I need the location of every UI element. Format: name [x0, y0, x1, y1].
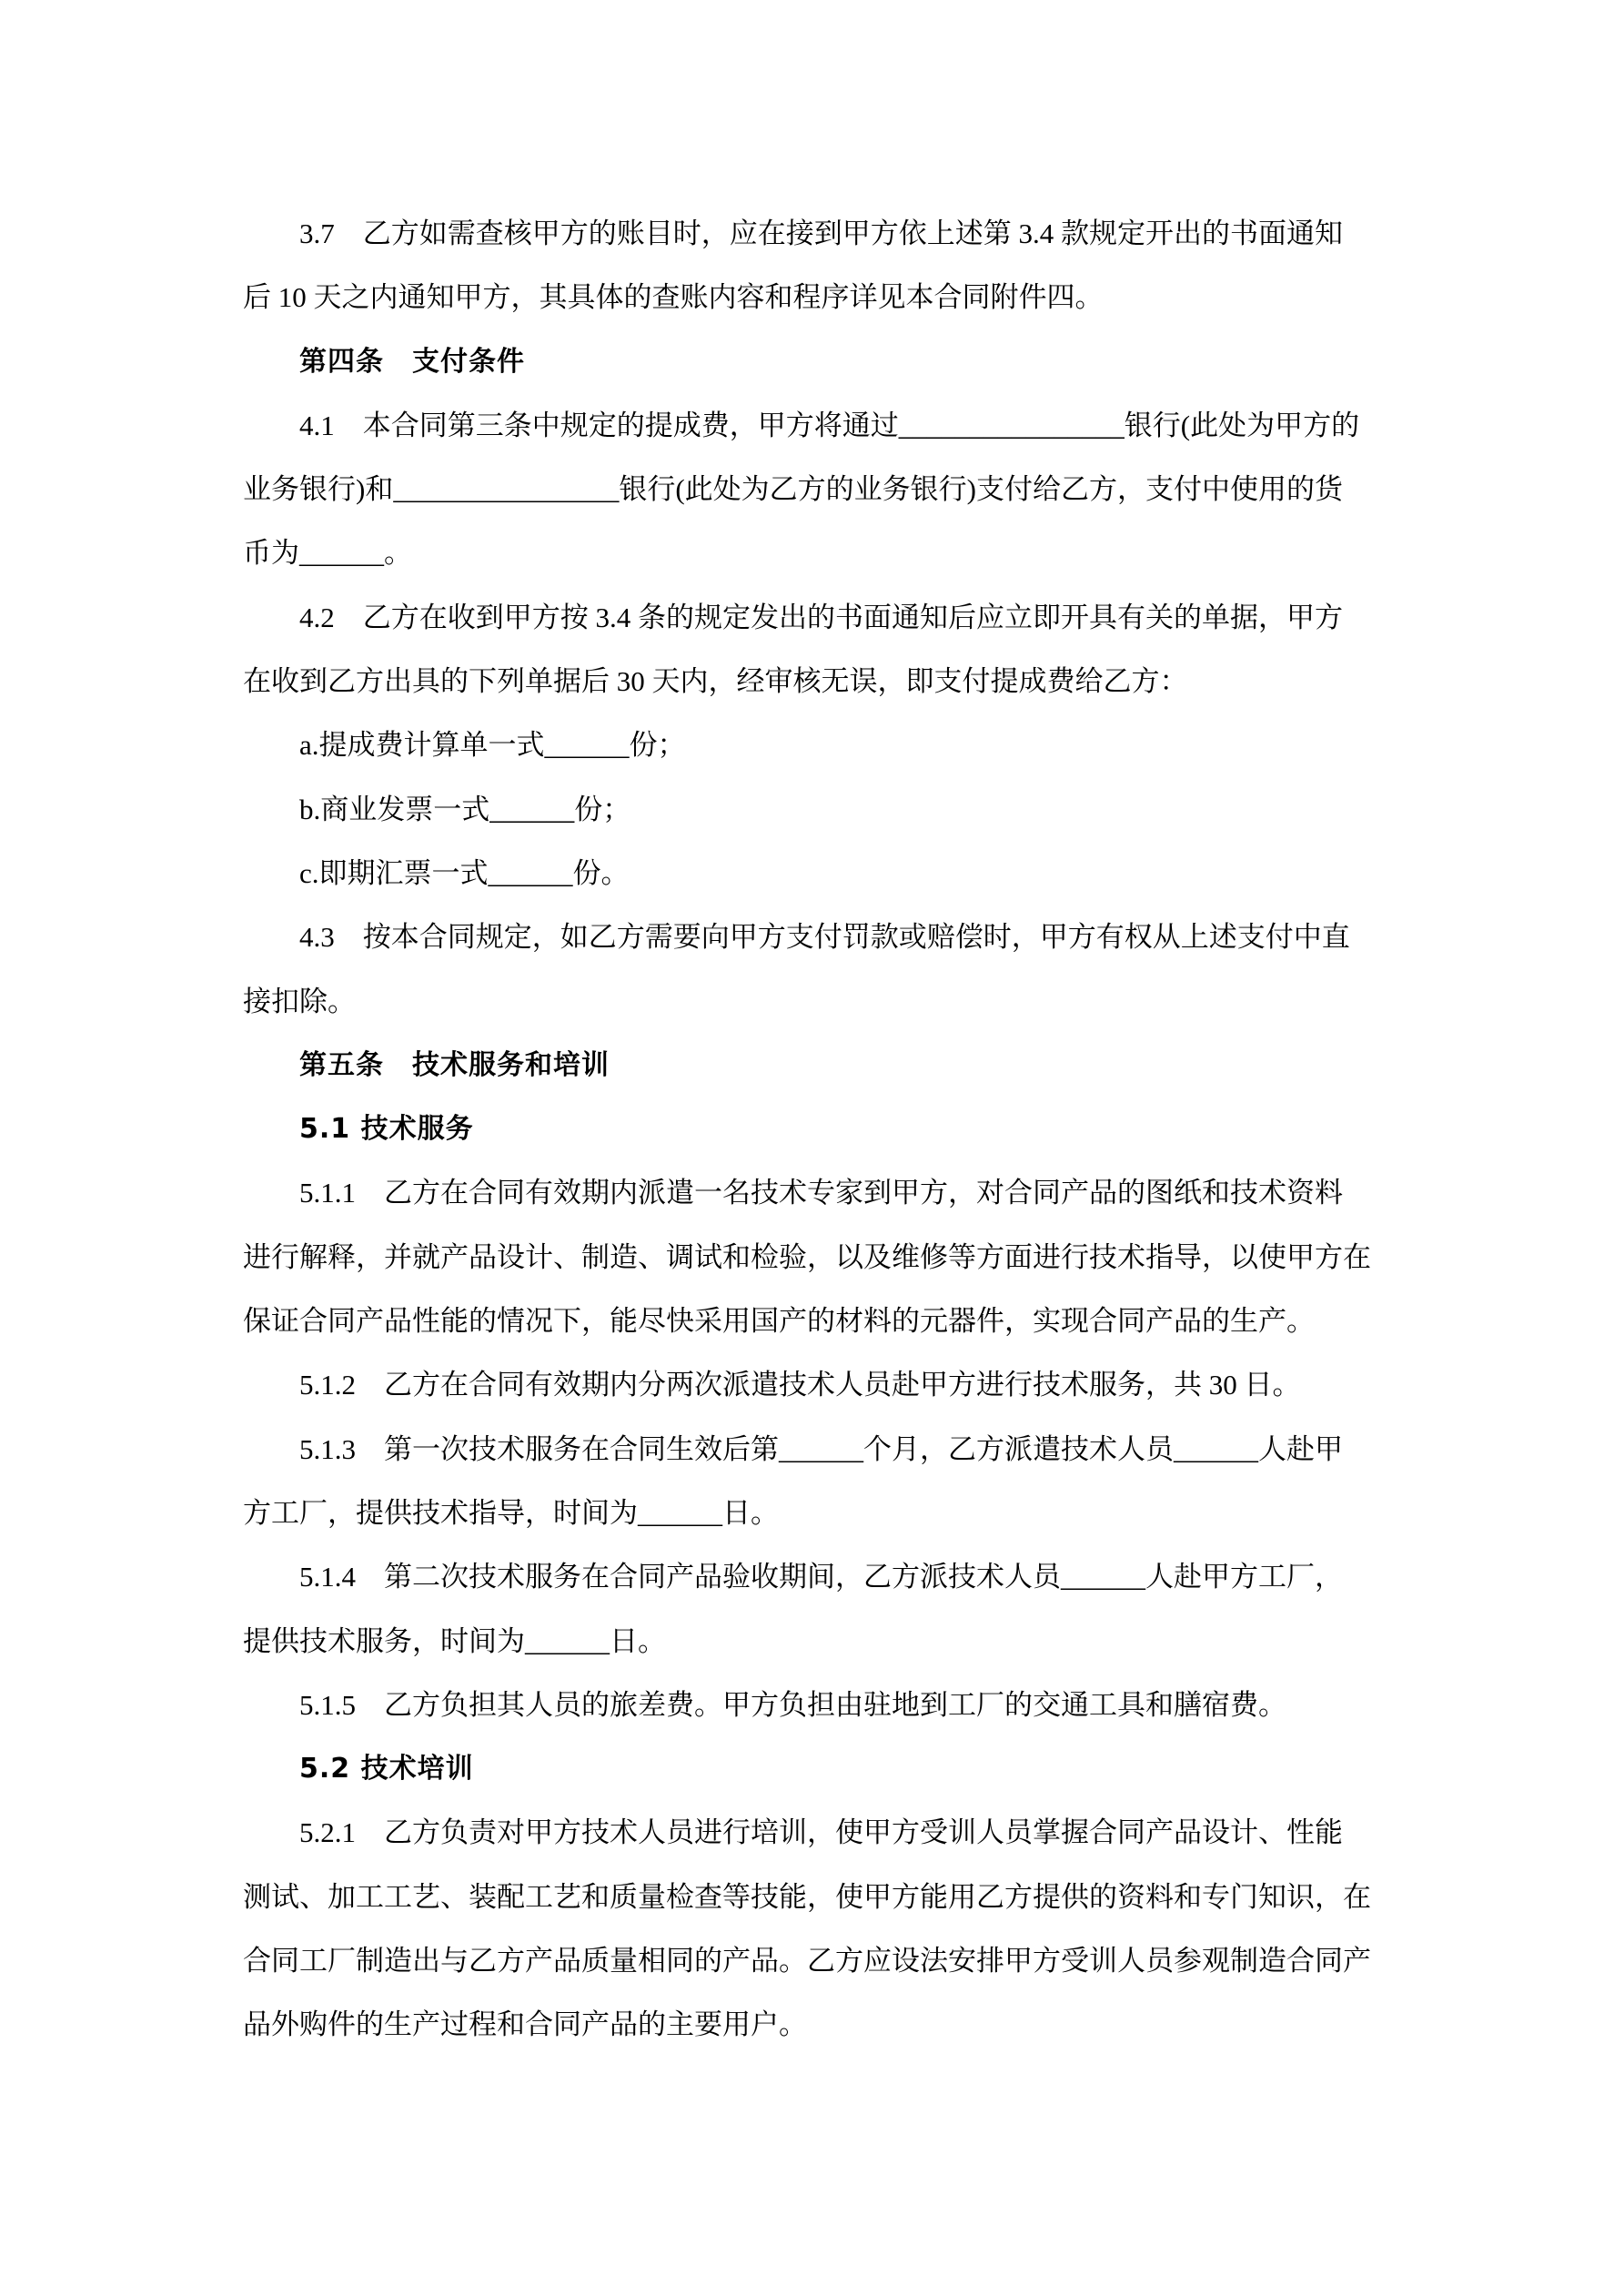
clause-4-3-line-2: 接扣除。: [243, 985, 356, 1017]
clause-4-2-line-2: 在收到乙方出具的下列单据后 30 天内，经审核无误，即支付提成费给乙方：: [243, 665, 1188, 698]
list-item-b: b.商业发票一式______份；: [299, 793, 631, 825]
section-5-2-heading: 5.2 技术培训: [299, 1753, 474, 1785]
clause-4-1-line-2: 业务银行)和________________银行(此处为乙方的业务银行)支付给乙方，支付中使用的货: [243, 473, 1343, 506]
clause-5-1-1-line-3: 保证合同产品性能的情况下，能尽快采用国产的材料的元器件，实现合同产品的生产。: [243, 1305, 1315, 1338]
clause-5-2-1-line-1: 5.2.1 乙方负责对甲方技术人员进行培训，使甲方受训人员掌握合同产品设计、性能: [299, 1816, 1343, 1849]
clause-5-2-1-line-2: 测试、加工工艺、装配工艺和质量检查等技能，使甲方能用乙方提供的资料和专门知识，在: [243, 1880, 1371, 1913]
clause-4-1-line-3: 币为______。: [243, 537, 412, 570]
clause-3-7-line-2: 后 10 天之内通知甲方，其具体的查账内容和程序详见本合同附件四。: [243, 281, 1104, 314]
section-5-1-heading: 5.1 技术服务: [299, 1113, 474, 1146]
clause-3-7-line-1: 3.7 乙方如需查核甲方的账目时，应在接到甲方依上述第 3.4 款规定开出的书面通知: [299, 217, 1343, 249]
clause-4-2-line-1: 4.2 乙方在收到甲方按 3.4 条的规定发出的书面通知后应立即开具有关的单据，甲方: [299, 601, 1343, 633]
clause-5-1-4-line-2: 提供技术服务，时间为______日。: [243, 1624, 666, 1657]
clause-5-1-1-line-2: 进行解释，并就产品设计、制造、调试和检验，以及维修等方面进行技术指导，以使甲方在: [243, 1240, 1371, 1273]
article-5-heading: 第五条 技术服务和培训: [299, 1048, 610, 1081]
clause-4-3-line-1: 4.3 按本合同规定，如乙方需要向甲方支付罚款或赔偿时，甲方有权从上述支付中直: [299, 921, 1350, 954]
clause-5-1-3-line-1: 5.1.3 第一次技术服务在合同生效后第______个月，乙方派遣技术人员______人赴甲: [299, 1432, 1343, 1465]
clause-4-1-line-1: 4.1 本合同第三条中规定的提成费，甲方将通过________________银行(此处为甲方的: [299, 409, 1360, 441]
clause-5-2-1-line-3: 合同工厂制造出与乙方产品质量相同的产品。乙方应设法安排甲方受训人员参观制造合同产: [243, 1945, 1371, 1977]
clause-5-1-3-line-2: 方工厂，提供技术指导，时间为______日。: [243, 1496, 779, 1529]
clause-5-1-5-line-1: 5.1.5 乙方负担其人员的旅差费。甲方负担由驻地到工厂的交通工具和膳宿费。: [299, 1688, 1286, 1721]
clause-5-2-1-line-4: 品外购件的生产过程和合同产品的主要用户。: [243, 2008, 807, 2041]
list-item-c: c.即期汇票一式______份。: [299, 856, 630, 889]
contract-text-block: [243, 202, 1378, 2058]
clause-5-1-4-line-1: 5.1.4 第二次技术服务在合同产品验收期间，乙方派技术人员______人赴甲方工厂，: [299, 1561, 1343, 1593]
clause-5-1-2-line-1: 5.1.2 乙方在合同有效期内分两次派遣技术人员赴甲方进行技术服务，共 30 日。: [299, 1369, 1301, 1401]
article-4-heading: 第四条 支付条件: [299, 345, 525, 378]
list-item-a: a.提成费计算单一式______份；: [299, 729, 686, 762]
clause-5-1-1-line-1: 5.1.1 乙方在合同有效期内派遣一名技术专家到甲方，对合同产品的图纸和技术资料: [299, 1177, 1343, 1209]
